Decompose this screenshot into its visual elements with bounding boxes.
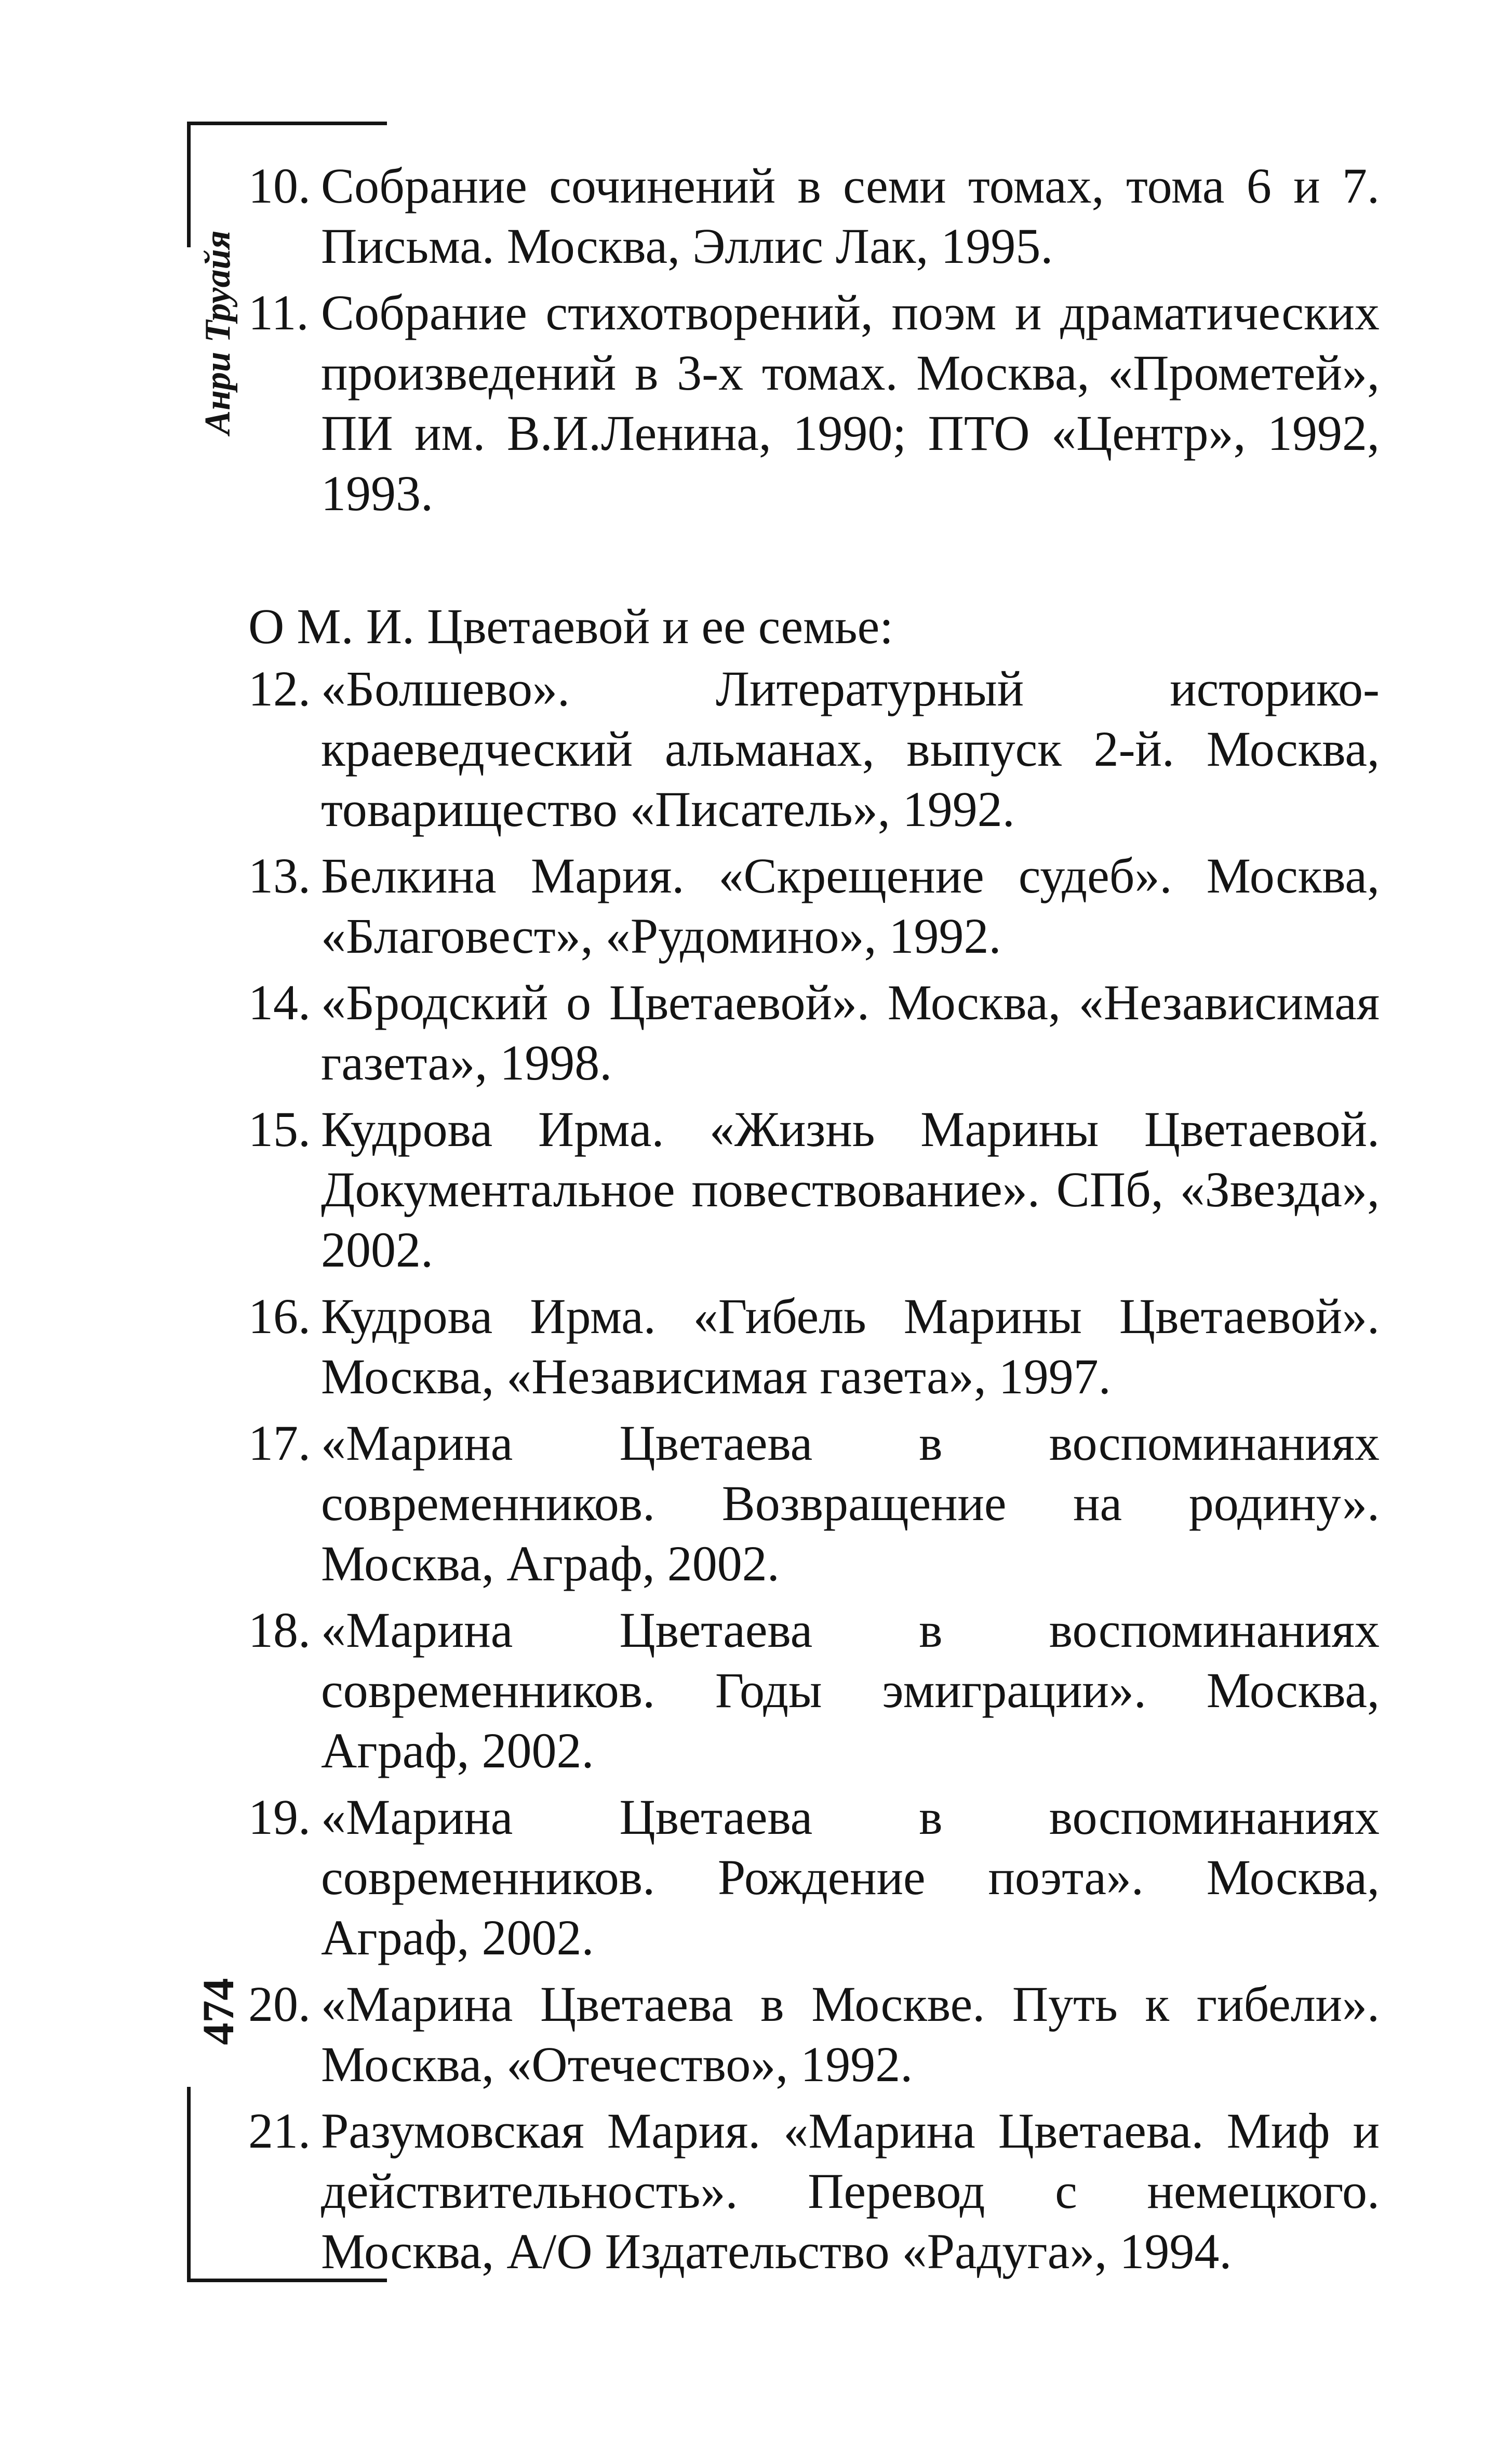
entry-text: «Марина Цветаева в воспоминаниях современников. Возвращение на родину». Москва, Аграф, 2002. xyxy=(321,1415,1380,1591)
running-head: Анри Труайя xyxy=(198,230,238,435)
entry-text: «Марина Цветаева в Москве. Путь к гибели». Москва, «Отечество», 1992. xyxy=(321,1976,1380,2092)
entry-number: 14. xyxy=(248,975,311,1030)
margin-rule-top xyxy=(187,122,387,125)
margin-rule-left-upper xyxy=(187,122,191,247)
entry-number: 20. xyxy=(248,1976,311,2032)
entry-text: «Болшево». Литературный историко-краеведческий альманах, выпуск 2-й. Москва, товарищество «Писатель», 1992. xyxy=(321,661,1380,837)
bibliography-entry xyxy=(248,283,1380,524)
entry-number: 17. xyxy=(248,1415,311,1471)
page-number: 474 xyxy=(193,1978,243,2045)
entry-text: «Марина Цветаева в воспоминаниях современников. Годы эмиграции». Москва, Аграф, 2002. xyxy=(321,1602,1380,1778)
bibliography-entry xyxy=(248,1974,1380,2095)
margin-rule-left-lower xyxy=(187,2087,191,2282)
entry-text: Собрание стихотворений, поэм и драматических произведений в 3-х томах. Москва, «Прометей», ПИ им. В.И.Ленина, 1990; ПТО «Центр», 1992, 1993. xyxy=(321,285,1380,521)
bibliography-entry xyxy=(248,2101,1380,2282)
bibliography-list xyxy=(248,156,1380,2288)
entry-number: 13. xyxy=(248,848,311,903)
entry-number: 10. xyxy=(248,158,311,214)
bibliography-about-list xyxy=(248,659,1380,2282)
entry-number: 16. xyxy=(248,1288,311,1344)
entry-text: Белкина Мария. «Скрещение судеб». Москва, «Благовест», «Рудомино», 1992. xyxy=(321,848,1380,964)
entry-number: 11. xyxy=(248,285,309,340)
entry-text: Кудрова Ирма. «Гибель Марины Цветаевой». Москва, «Независимая газета», 1997. xyxy=(321,1288,1380,1404)
bibliography-entry xyxy=(248,659,1380,840)
bibliography-entry xyxy=(248,156,1380,276)
section-heading: О М. И. Цветаевой и ее семье: xyxy=(248,598,893,654)
bibliography-entry xyxy=(248,973,1380,1093)
bibliography-entry xyxy=(248,1413,1380,1594)
entry-number: 19. xyxy=(248,1789,311,1845)
entry-text: «Бродский о Цветаевой». Москва, «Независимая газета», 1998. xyxy=(321,975,1380,1090)
bibliography-entry xyxy=(248,846,1380,966)
bibliography-entry xyxy=(248,1286,1380,1407)
bibliography-entry xyxy=(248,1600,1380,1781)
entry-number: 15. xyxy=(248,1101,311,1157)
entry-number: 18. xyxy=(248,1602,311,1658)
entry-text: Кудрова Ирма. «Жизнь Марины Цветаевой. Документальное повествование». СПб, «Звезда», 2002. xyxy=(321,1101,1380,1277)
entry-text: «Марина Цветаева в воспоминаниях современников. Рождение поэта». Москва, Аграф, 2002. xyxy=(321,1789,1380,1965)
bibliography-entry xyxy=(248,1099,1380,1280)
entry-text: Собрание сочинений в семи томах, тома 6 и 7. Письма. Москва, Эллис Лак, 1995. xyxy=(321,158,1380,274)
bibliography-works-list xyxy=(248,156,1380,524)
entry-number: 21. xyxy=(248,2103,311,2159)
entry-number: 12. xyxy=(248,661,311,716)
bibliography-entry xyxy=(248,1787,1380,1968)
entry-text: Разумовская Мария. «Марина Цветаева. Миф и действительность». Перевод с немецкого. Москва, А/О Издательство «Радуга», 1994. xyxy=(321,2103,1380,2279)
